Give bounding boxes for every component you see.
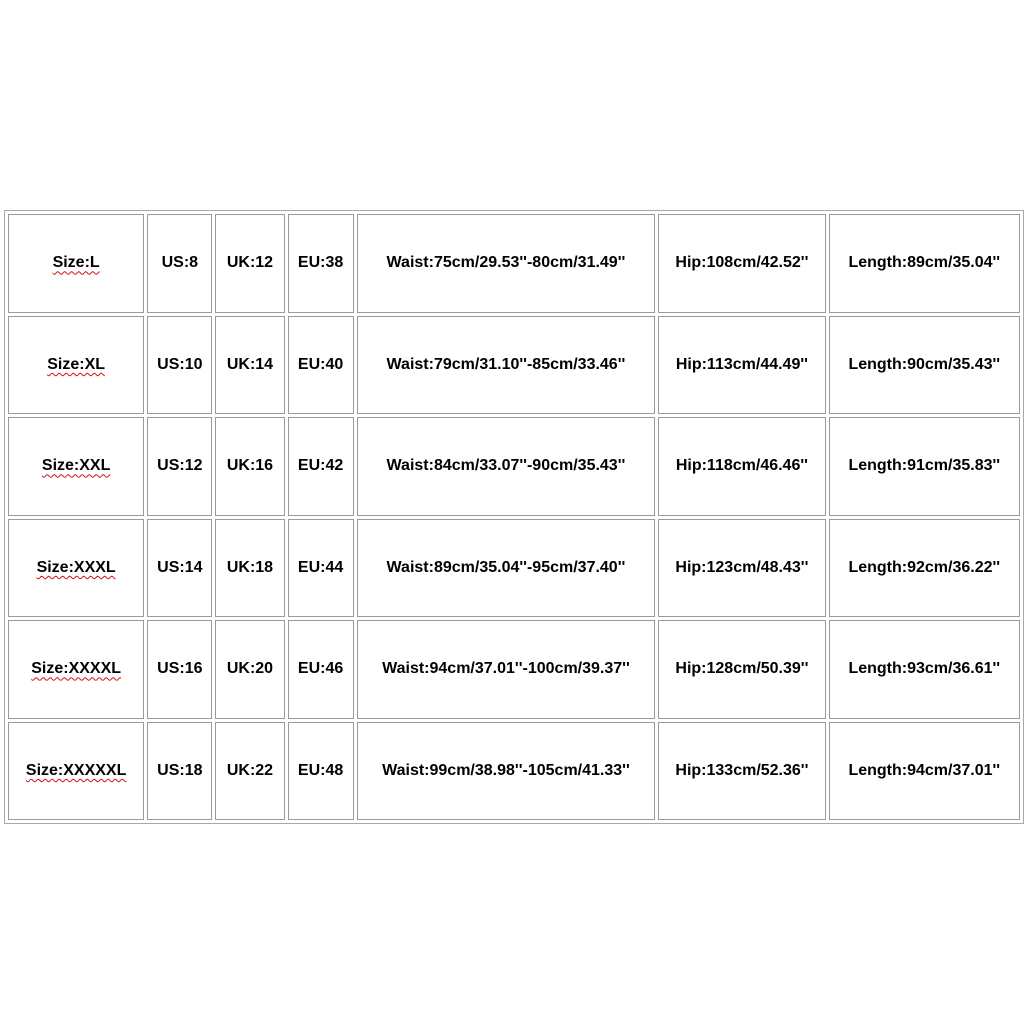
waist-cell: Waist:94cm/37.01''-100cm/39.37'': [357, 620, 656, 719]
length-cell: Length:89cm/35.04'': [829, 214, 1020, 313]
uk-size-cell: UK:20: [215, 620, 284, 719]
us-size-cell: US:14: [147, 519, 212, 618]
eu-size-cell: EU:42: [288, 417, 354, 516]
us-size-cell: US:18: [147, 722, 212, 821]
table-row: [8, 620, 1020, 719]
length-cell: Length:93cm/36.61'': [829, 620, 1020, 719]
uk-size-cell: UK:12: [215, 214, 284, 313]
eu-size-cell: EU:48: [288, 722, 354, 821]
uk-size-cell: UK:22: [215, 722, 284, 821]
table-row: [8, 519, 1020, 618]
hip-cell: Hip:133cm/52.36'': [658, 722, 825, 821]
uk-size-cell: UK:16: [215, 417, 284, 516]
waist-cell: Waist:84cm/33.07''-90cm/35.43'': [357, 417, 656, 516]
waist-cell: Waist:75cm/29.53''-80cm/31.49'': [357, 214, 656, 313]
eu-size-cell: EU:38: [288, 214, 354, 313]
length-cell: Length:91cm/35.83'': [829, 417, 1020, 516]
table-row: [8, 214, 1020, 313]
us-size-cell: US:8: [147, 214, 212, 313]
size-cell: Size:XXXXXL: [8, 722, 144, 821]
us-size-cell: US:16: [147, 620, 212, 719]
size-cell: Size:XXL: [8, 417, 144, 516]
us-size-cell: US:12: [147, 417, 212, 516]
eu-size-cell: EU:40: [288, 316, 354, 415]
us-size-cell: US:10: [147, 316, 212, 415]
table-row: [8, 722, 1020, 821]
uk-size-cell: UK:18: [215, 519, 284, 618]
table-row: [8, 316, 1020, 415]
size-chart-table: [4, 210, 1024, 824]
eu-size-cell: EU:44: [288, 519, 354, 618]
length-cell: Length:90cm/35.43'': [829, 316, 1020, 415]
hip-cell: Hip:123cm/48.43'': [658, 519, 825, 618]
waist-cell: Waist:89cm/35.04''-95cm/37.40'': [357, 519, 656, 618]
table-row: [8, 417, 1020, 516]
uk-size-cell: UK:14: [215, 316, 284, 415]
size-cell: Size:XL: [8, 316, 144, 415]
waist-cell: Waist:99cm/38.98''-105cm/41.33'': [357, 722, 656, 821]
size-cell: Size:XXXL: [8, 519, 144, 618]
length-cell: Length:94cm/37.01'': [829, 722, 1020, 821]
size-cell: Size:XXXXL: [8, 620, 144, 719]
eu-size-cell: EU:46: [288, 620, 354, 719]
length-cell: Length:92cm/36.22'': [829, 519, 1020, 618]
waist-cell: Waist:79cm/31.10''-85cm/33.46'': [357, 316, 656, 415]
size-cell: Size:L: [8, 214, 144, 313]
hip-cell: Hip:128cm/50.39'': [658, 620, 825, 719]
hip-cell: Hip:113cm/44.49'': [658, 316, 825, 415]
hip-cell: Hip:108cm/42.52'': [658, 214, 825, 313]
hip-cell: Hip:118cm/46.46'': [658, 417, 825, 516]
